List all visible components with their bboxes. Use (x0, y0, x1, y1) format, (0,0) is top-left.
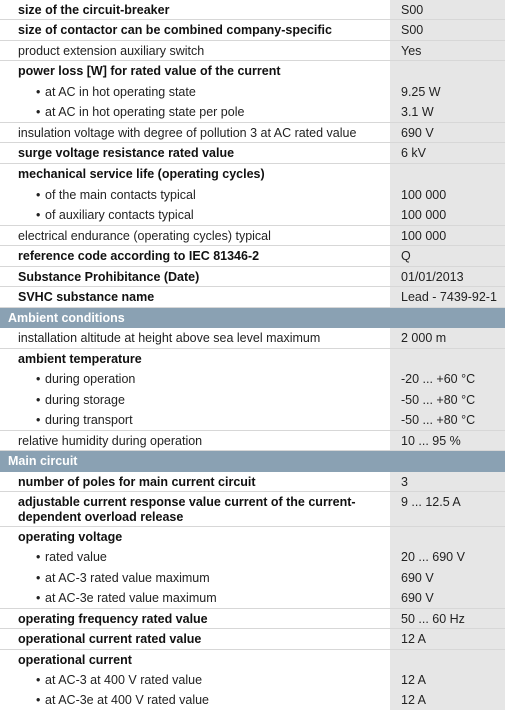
spec-value-cell (390, 143, 505, 163)
spec-row-surge-voltage-resistance-rated-value (0, 143, 505, 164)
spec-row-relative-humidity-during-operation (0, 431, 505, 451)
spec-value: 12 A (401, 673, 427, 687)
spec-label: power loss [W] for rated value of the current (18, 64, 281, 78)
spec-label: • at AC-3e rated value maximum (45, 591, 377, 606)
spec-row-at-ac-3-rated-value-maximum (0, 568, 505, 588)
spec-row-adjustable-current-response-value-current-of-the (0, 492, 505, 527)
spec-label: • at AC-3 at 400 V rated value (45, 673, 377, 688)
spec-value: 2 000 m (401, 331, 447, 345)
spec-label: installation altitude at height above sea level maximum (18, 331, 321, 345)
spec-value: 9.25 W (401, 85, 441, 99)
spec-label: adjustable current response value current of the current-dependent overload release (18, 495, 356, 524)
spec-value: 100 000 (401, 188, 447, 202)
spec-value-cell (390, 547, 505, 568)
spec-value-cell (390, 246, 505, 266)
spec-value-cell (390, 492, 505, 526)
spec-value-cell (390, 328, 505, 348)
spec-row-during-storage (0, 390, 505, 410)
spec-value-cell (390, 61, 505, 82)
spec-row-reference-code-according-to-iec-81346-2 (0, 246, 505, 267)
spec-row-of-the-main-contacts-typical (0, 185, 505, 205)
spec-label: • of auxiliary contacts typical (45, 208, 377, 223)
spec-row-installation-altitude-at-height-above-sea-level- (0, 328, 505, 349)
spec-value-cell (390, 185, 505, 205)
spec-label: operational current (18, 653, 132, 667)
spec-row-mechanical-service-life-operating-cycles (0, 164, 505, 185)
spec-value: 690 V (401, 591, 434, 605)
spec-value-cell (390, 390, 505, 410)
spec-label: electrical endurance (operating cycles) typical (18, 229, 271, 243)
spec-value-cell (390, 431, 505, 450)
spec-row-at-ac-in-hot-operating-state (0, 82, 505, 102)
spec-row-during-transport (0, 410, 505, 431)
spec-value: Yes (401, 44, 422, 58)
spec-label: • during operation (45, 372, 377, 387)
spec-label: Ambient conditions (8, 311, 125, 325)
spec-row-substance-prohibitance-date (0, 267, 505, 287)
spec-label: product extension auxiliary switch (18, 44, 205, 58)
spec-label: Substance Prohibitance (Date) (18, 270, 200, 284)
spec-label: size of the circuit-breaker (18, 3, 170, 17)
spec-value: 12 A (401, 693, 427, 707)
spec-value-cell (390, 20, 505, 40)
spec-label: • of the main contacts typical (45, 188, 377, 203)
spec-value: 10 ... 95 % (401, 434, 461, 448)
spec-label: number of poles for main current circuit (18, 475, 256, 489)
spec-value: 9 ... 12.5 A (401, 495, 461, 509)
spec-row-number-of-poles-for-main-current-circuit (0, 472, 505, 492)
spec-row-rated-value (0, 547, 505, 568)
spec-label: • at AC in hot operating state per pole (45, 105, 377, 120)
spec-row-operating-voltage (0, 527, 505, 547)
spec-row-at-ac-in-hot-operating-state-per-pole (0, 102, 505, 123)
spec-value: S00 (401, 23, 424, 37)
spec-label: • during storage (45, 393, 377, 408)
spec-label: • at AC in hot operating state (45, 85, 377, 100)
spec-value: 690 V (401, 126, 434, 140)
spec-value: Q (401, 249, 411, 263)
spec-label: operational current rated value (18, 632, 202, 646)
spec-value: 690 V (401, 571, 434, 585)
spec-row-insulation-voltage-with-degree-of-pollution-3-at (0, 123, 505, 143)
spec-value: 3.1 W (401, 105, 434, 119)
spec-value-cell (390, 287, 505, 307)
spec-row-during-operation (0, 369, 505, 390)
spec-label: surge voltage resistance rated value (18, 146, 235, 160)
spec-label: relative humidity during operation (18, 434, 203, 448)
spec-value-cell (390, 369, 505, 390)
spec-value: 50 ... 60 Hz (401, 612, 465, 626)
spec-row-electrical-endurance-operating-cycles-typical (0, 226, 505, 246)
spec-value-cell (390, 41, 505, 60)
spec-row-product-extension-auxiliary-switch (0, 41, 505, 61)
spec-label: SVHC substance name (18, 290, 155, 304)
spec-label: • during transport (45, 413, 377, 428)
spec-label: operating frequency rated value (18, 612, 208, 626)
spec-row-operating-frequency-rated-value (0, 609, 505, 629)
spec-label: Main circuit (8, 454, 78, 468)
spec-row-of-auxiliary-contacts-typical (0, 205, 505, 226)
spec-row-size-of-contactor-can-be-combined-company-specif (0, 20, 505, 41)
spec-value: Lead - 7439-92-1 (401, 290, 497, 304)
spec-value-cell (390, 0, 505, 19)
spec-label: reference code according to IEC 81346-2 (18, 249, 260, 263)
spec-value-cell (390, 588, 505, 608)
spec-value: -50 ... +80 °C (401, 413, 476, 427)
spec-value-cell (390, 205, 505, 225)
spec-value-cell (390, 123, 505, 142)
spec-value: S00 (401, 3, 424, 17)
spec-label: size of contactor can be combined company-specific (18, 23, 332, 37)
spec-label: • at AC-3e at 400 V rated value (45, 693, 377, 708)
spec-value-cell (390, 349, 505, 369)
spec-value: 100 000 (401, 208, 447, 222)
spec-value-cell (390, 226, 505, 245)
spec-value: 6 kV (401, 146, 427, 160)
spec-label: ambient temperature (18, 352, 142, 366)
spec-value-cell (390, 650, 505, 670)
spec-row-size-of-the-circuit-breaker (0, 0, 505, 20)
spec-value: 01/01/2013 (401, 270, 464, 284)
spec-value-cell (390, 568, 505, 588)
spec-value-cell (390, 609, 505, 628)
spec-value: -20 ... +60 °C (401, 372, 476, 386)
spec-row-power-loss-w-for-rated-value-of-the-current (0, 61, 505, 82)
spec-row-at-ac-3-at-400-v-rated-value (0, 670, 505, 690)
spec-value-cell (390, 472, 505, 491)
section-header-ambient-conditions (0, 308, 505, 328)
spec-value-cell (390, 690, 505, 710)
spec-value-cell (390, 670, 505, 690)
spec-value-cell (390, 527, 505, 547)
spec-value-cell (390, 629, 505, 649)
spec-value-cell (390, 82, 505, 102)
spec-value-cell (390, 267, 505, 286)
spec-row-operational-current (0, 650, 505, 670)
spec-value: 100 000 (401, 229, 447, 243)
spec-label: • rated value (45, 550, 377, 565)
spec-value-cell (390, 102, 505, 122)
spec-value: 20 ... 690 V (401, 550, 465, 564)
spec-value-cell (390, 164, 505, 185)
spec-value: -50 ... +80 °C (401, 393, 476, 407)
spec-label: insulation voltage with degree of pollution 3 at AC rated value (18, 126, 357, 140)
spec-value: 12 A (401, 632, 427, 646)
spec-label: • at AC-3 rated value maximum (45, 571, 377, 586)
spec-value: 3 (401, 475, 408, 489)
spec-row-svhc-substance-name (0, 287, 505, 308)
spec-row-at-ac-3e-at-400-v-rated-value (0, 690, 505, 710)
spec-row-at-ac-3e-rated-value-maximum (0, 588, 505, 609)
spec-value-cell (390, 410, 505, 430)
spec-row-operational-current-rated-value (0, 629, 505, 650)
section-header-main-circuit (0, 451, 505, 472)
spec-label: mechanical service life (operating cycles) (18, 167, 265, 181)
spec-row-ambient-temperature (0, 349, 505, 369)
spec-label: operating voltage (18, 530, 123, 544)
